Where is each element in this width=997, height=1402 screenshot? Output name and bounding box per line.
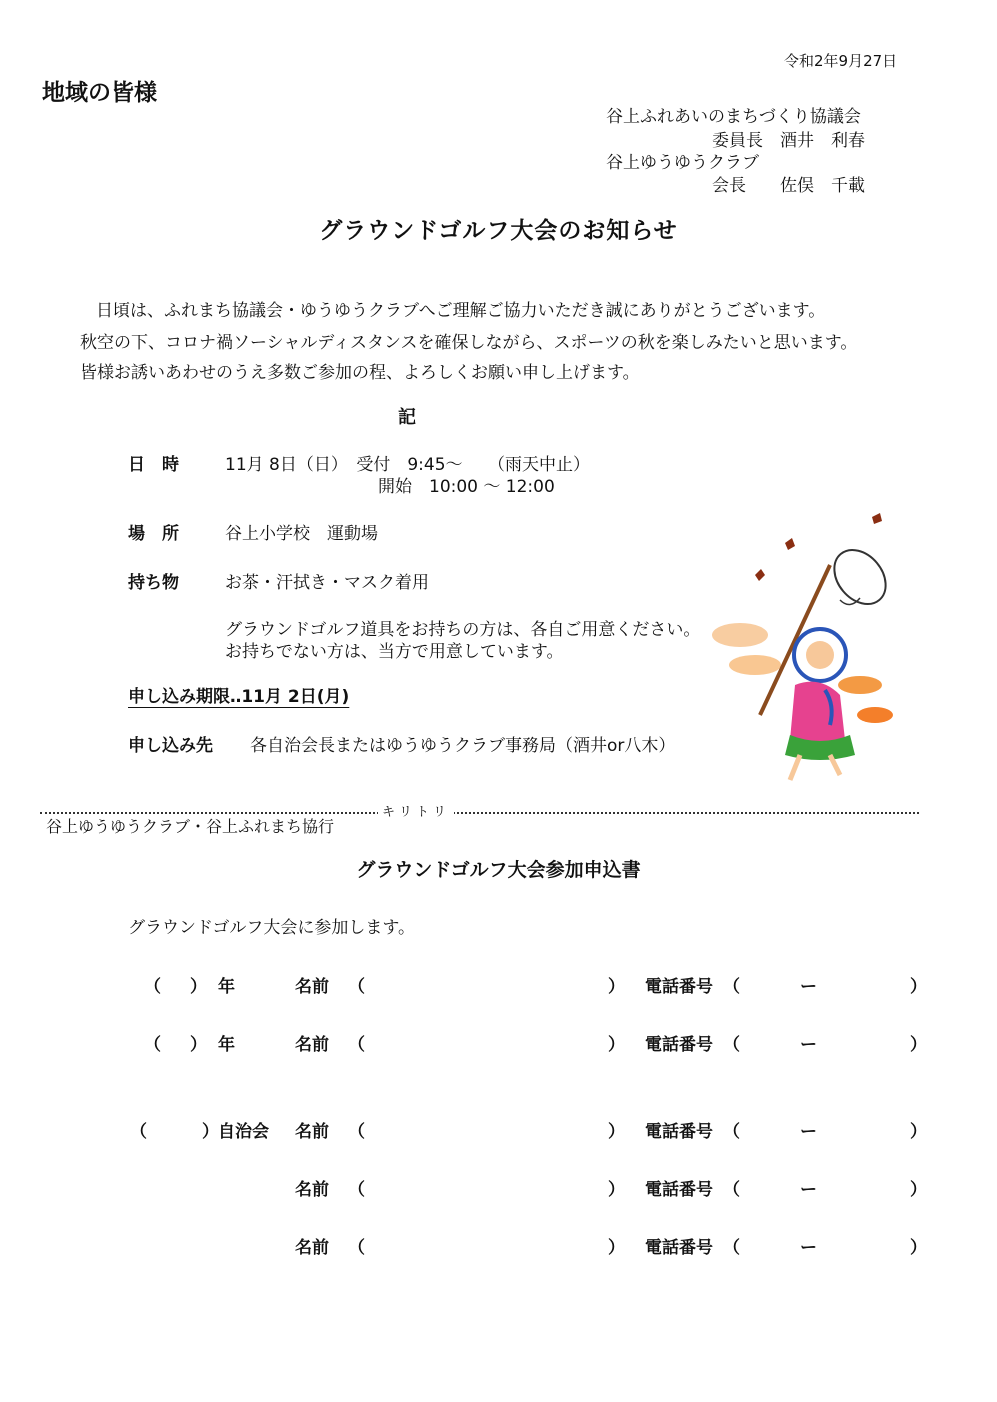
name-label: 名前 bbox=[295, 1180, 329, 1200]
org1-name: 谷上ふれあいのまちづくり協議会 bbox=[606, 107, 861, 127]
name-label: 名前 bbox=[295, 1035, 329, 1055]
name-paren-open: （ bbox=[348, 1035, 365, 1055]
phone-paren-open: （ bbox=[723, 1035, 740, 1055]
phone-label: 電話番号 bbox=[645, 1238, 713, 1258]
phone-paren-close: ） bbox=[910, 977, 927, 997]
phone-dash: ー bbox=[800, 1238, 817, 1258]
name-paren-close: ） bbox=[608, 1122, 625, 1142]
phone-label: 電話番号 bbox=[645, 1180, 713, 1200]
phone-label: 電話番号 bbox=[645, 1035, 713, 1055]
jichikai-paren-close: ） bbox=[202, 1122, 219, 1142]
name-paren-close: ） bbox=[608, 1238, 625, 1258]
name-label: 名前 bbox=[295, 1122, 329, 1142]
phone-paren-close: ） bbox=[910, 1180, 927, 1200]
girl-butterfly-net-illustration bbox=[700, 505, 900, 795]
equipment-note-2: お持ちでない方は、当方で用意しています。 bbox=[225, 642, 564, 662]
ki-heading: 記 bbox=[398, 407, 416, 428]
grade-paren-close: ） bbox=[190, 977, 207, 997]
body-line-1: 日頃は、ふれまち協議会・ゆうゆうクラブへご理解ご協力いただき誠にありがとうございます。 bbox=[96, 301, 826, 321]
phone-paren-open: （ bbox=[723, 1122, 740, 1142]
phone-dash: ー bbox=[800, 977, 817, 997]
phone-paren-close: ） bbox=[910, 1122, 927, 1142]
document-date: 令和2年9月27日 bbox=[784, 52, 898, 70]
apply-value: 各自治会長またはゆうゆうクラブ事務局（酒井or八木） bbox=[250, 736, 676, 756]
phone-paren-open: （ bbox=[723, 1180, 740, 1200]
phone-label: 電話番号 bbox=[645, 977, 713, 997]
phone-label: 電話番号 bbox=[645, 1122, 713, 1142]
datetime-label: 日 時 bbox=[128, 455, 179, 475]
org2-name: 谷上ゆうゆうクラブ bbox=[606, 153, 759, 173]
jichikai-paren-open: （ bbox=[130, 1122, 147, 1142]
name-paren-open: （ bbox=[348, 1122, 365, 1142]
grade-label: 年 bbox=[218, 977, 235, 997]
grade-paren-close: ） bbox=[190, 1035, 207, 1055]
phone-paren-open: （ bbox=[723, 977, 740, 997]
equipment-note-1: グラウンドゴルフ道具をお持ちの方は、各自ご用意ください。 bbox=[225, 620, 701, 640]
name-paren-open: （ bbox=[348, 1238, 365, 1258]
place-label: 場 所 bbox=[128, 524, 179, 544]
datetime-value: 11月 8日（日） 受付 9:45～ （雨天中止） bbox=[225, 455, 591, 475]
name-label: 名前 bbox=[295, 1238, 329, 1258]
name-paren-open: （ bbox=[348, 977, 365, 997]
cosponsor-line: 谷上ゆうゆうクラブ・谷上ふれまち協行 bbox=[46, 817, 335, 836]
phone-dash: ー bbox=[800, 1122, 817, 1142]
notice-title: グラウンドゴルフ大会のお知らせ bbox=[319, 218, 678, 244]
name-paren-close: ） bbox=[608, 977, 625, 997]
addressee: 地域の皆様 bbox=[42, 80, 157, 106]
phone-paren-close: ） bbox=[910, 1035, 927, 1055]
grade-label: 年 bbox=[218, 1035, 235, 1055]
phone-dash: ー bbox=[800, 1180, 817, 1200]
items-label: 持ち物 bbox=[128, 573, 179, 593]
name-paren-open: （ bbox=[348, 1180, 365, 1200]
items-value: お茶・汗拭き・マスク着用 bbox=[225, 573, 429, 593]
place-value: 谷上小学校 運動場 bbox=[225, 524, 378, 544]
body-line-3: 皆様お誘いあわせのうえ多数ご参加の程、よろしくお願い申し上げます。 bbox=[80, 363, 640, 383]
org2-president: 会長 佐俣 千載 bbox=[712, 176, 865, 196]
application-form-title: グラウンドゴルフ大会参加申込書 bbox=[356, 859, 641, 881]
name-label: 名前 bbox=[295, 977, 329, 997]
deadline: 申し込み期限‥11月 2日(月) bbox=[128, 687, 350, 707]
name-paren-close: ） bbox=[608, 1035, 625, 1055]
start-time: 開始 10:00 ～ 12:00 bbox=[378, 477, 555, 497]
apply-label: 申し込み先 bbox=[128, 736, 213, 756]
phone-paren-close: ） bbox=[910, 1238, 927, 1258]
cut-label: キリトリ bbox=[378, 801, 454, 820]
phone-paren-open: （ bbox=[723, 1238, 740, 1258]
org1-chair: 委員長 酒井 利春 bbox=[712, 131, 865, 151]
name-paren-close: ） bbox=[608, 1180, 625, 1200]
phone-dash: ー bbox=[800, 1035, 817, 1055]
grade-paren-open: （ bbox=[144, 1035, 161, 1055]
jichikai-label: 自治会 bbox=[218, 1122, 269, 1142]
form-lead-text: グラウンドゴルフ大会に参加します。 bbox=[128, 918, 415, 938]
grade-paren-open: （ bbox=[144, 977, 161, 997]
body-line-2: 秋空の下、コロナ禍ソーシャルディスタンスを確保しながら、スポーツの秋を楽しみたいと思います。 bbox=[80, 333, 858, 353]
